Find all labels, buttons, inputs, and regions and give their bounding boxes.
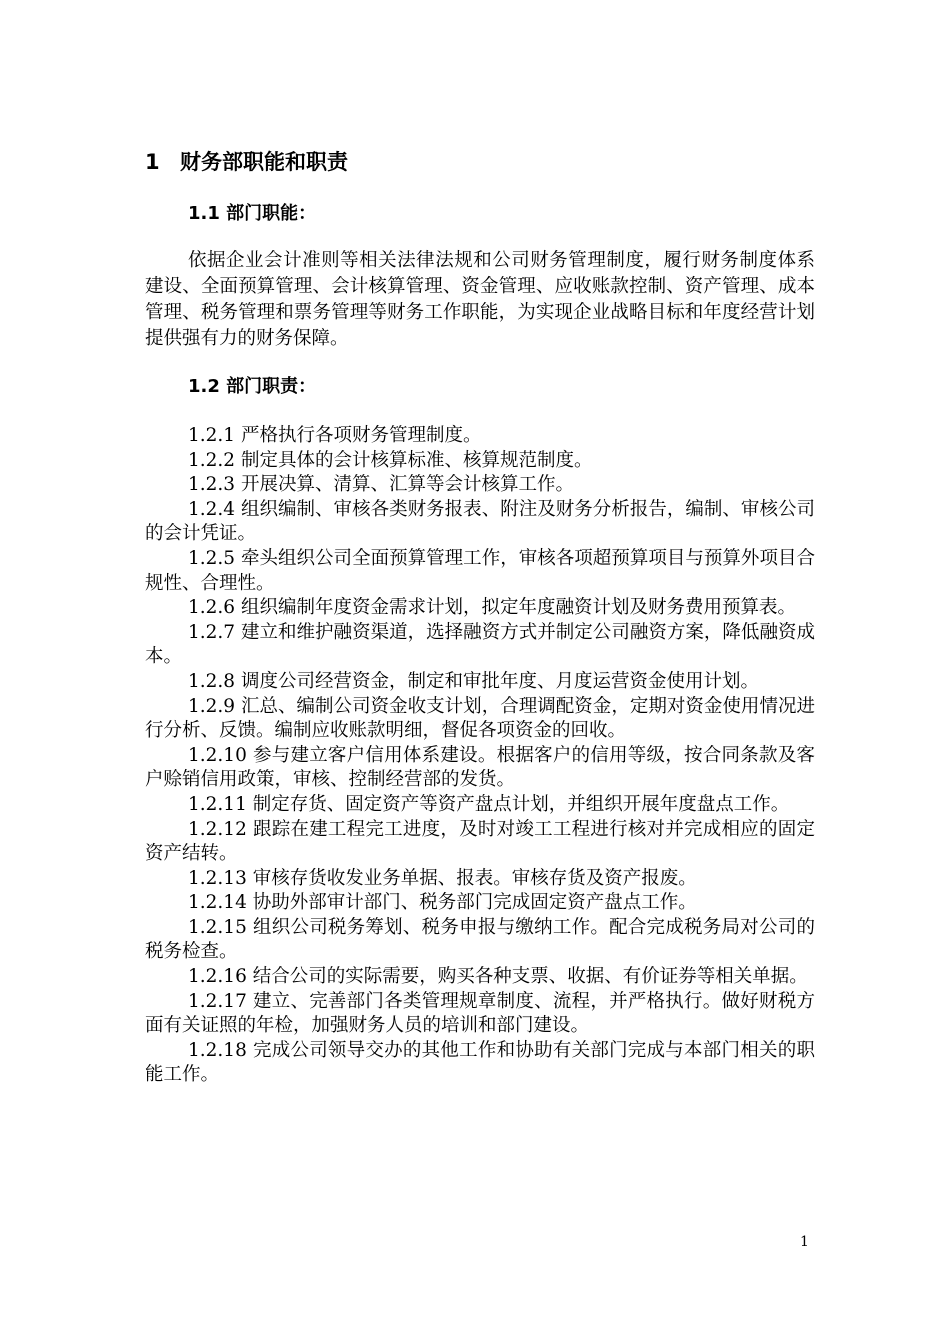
chapter-heading xyxy=(145,148,348,176)
duty-item: 1.2.5 牵头组织公司全面预算管理工作，审核各项超预算项目与预算外项目合规性、合理性。 xyxy=(145,547,815,594)
chapter-title: 财务部职能和职责 xyxy=(180,150,348,174)
duty-item: 1.2.12 跟踪在建工程完工进度，及时对竣工工程进行核对并完成相应的固定资产结转。 xyxy=(145,818,815,865)
duty-item: 1.2.10 参与建立客户信用体系建设。根据客户的信用等级，按合同条款及客户赊销信用政策，审核、控制经营部的发货。 xyxy=(145,744,815,791)
section-heading-duties: 1.2 部门职责： xyxy=(188,376,317,397)
page-number: 1 xyxy=(800,1234,809,1250)
duty-item: 1.2.16 结合公司的实际需要，购买各种支票、收据、有价证券等相关单据。 xyxy=(188,966,808,988)
section-heading-functions: 1.1 部门职能： xyxy=(188,203,317,224)
duty-item: 1.2.7 建立和维护融资渠道，选择融资方式并制定公司融资方案，降低融资成本。 xyxy=(145,621,815,668)
duty-item: 1.2.8 调度公司经营资金，制定和审批年度、月度运营资金使用计划。 xyxy=(188,670,759,692)
duty-item: 1.2.9 汇总、编制公司资金收支计划，合理调配资金，定期对资金使用情况进行分析、反馈。编制应收账款明细，督促各项资金的回收。 xyxy=(145,695,815,742)
duty-item: 1.2.6 组织编制年度资金需求计划，拟定年度融资计划及财务费用预算表。 xyxy=(188,597,796,619)
duty-item: 1.2.15 组织公司税务筹划、税务申报与缴纳工作。配合完成税务局对公司的税务检查。 xyxy=(145,916,815,963)
duty-item: 1.2.1 严格执行各项财务管理制度。 xyxy=(188,425,482,446)
duty-item: 1.2.2 制定具体的会计核算标准、核算规范制度。 xyxy=(188,449,593,471)
duty-item: 1.2.11 制定存货、固定资产等资产盘点计划，并组织开展年度盘点工作。 xyxy=(188,793,790,815)
duty-item: 1.2.14 协助外部审计部门、税务部门完成固定资产盘点工作。 xyxy=(188,892,697,914)
duty-item: 1.2.17 建立、完善部门各类管理规章制度、流程，并严格执行。做好财税方面有关证照的年检，加强财务人员的培训和部门建设。 xyxy=(145,990,815,1037)
duty-item: 1.2.18 完成公司领导交办的其他工作和协助有关部门完成与本部门相关的职能工作。 xyxy=(145,1039,815,1086)
duty-item: 1.2.3 开展决算、清算、汇算等会计核算工作。 xyxy=(188,474,574,496)
duties-list xyxy=(145,424,815,1088)
functions-paragraph: 依据企业会计准则等相关法律法规和公司财务管理制度，履行财务制度体系建设、全面预算管理、会计核算管理、资金管理、应收账款控制、资产管理、成本管理、税务管理和票务管理等财务工作职能，为实现企业战略目标和年度经营计划提供强有力的财务保障。 xyxy=(145,250,815,349)
duty-item: 1.2.4 组织编制、审核各类财务报表、附注及财务分析报告，编制、审核公司的会计凭证。 xyxy=(145,498,815,545)
duty-item: 1.2.13 审核存货收发业务单据、报表。审核存货及资产报废。 xyxy=(188,867,697,889)
chapter-number: 1 xyxy=(145,150,160,174)
